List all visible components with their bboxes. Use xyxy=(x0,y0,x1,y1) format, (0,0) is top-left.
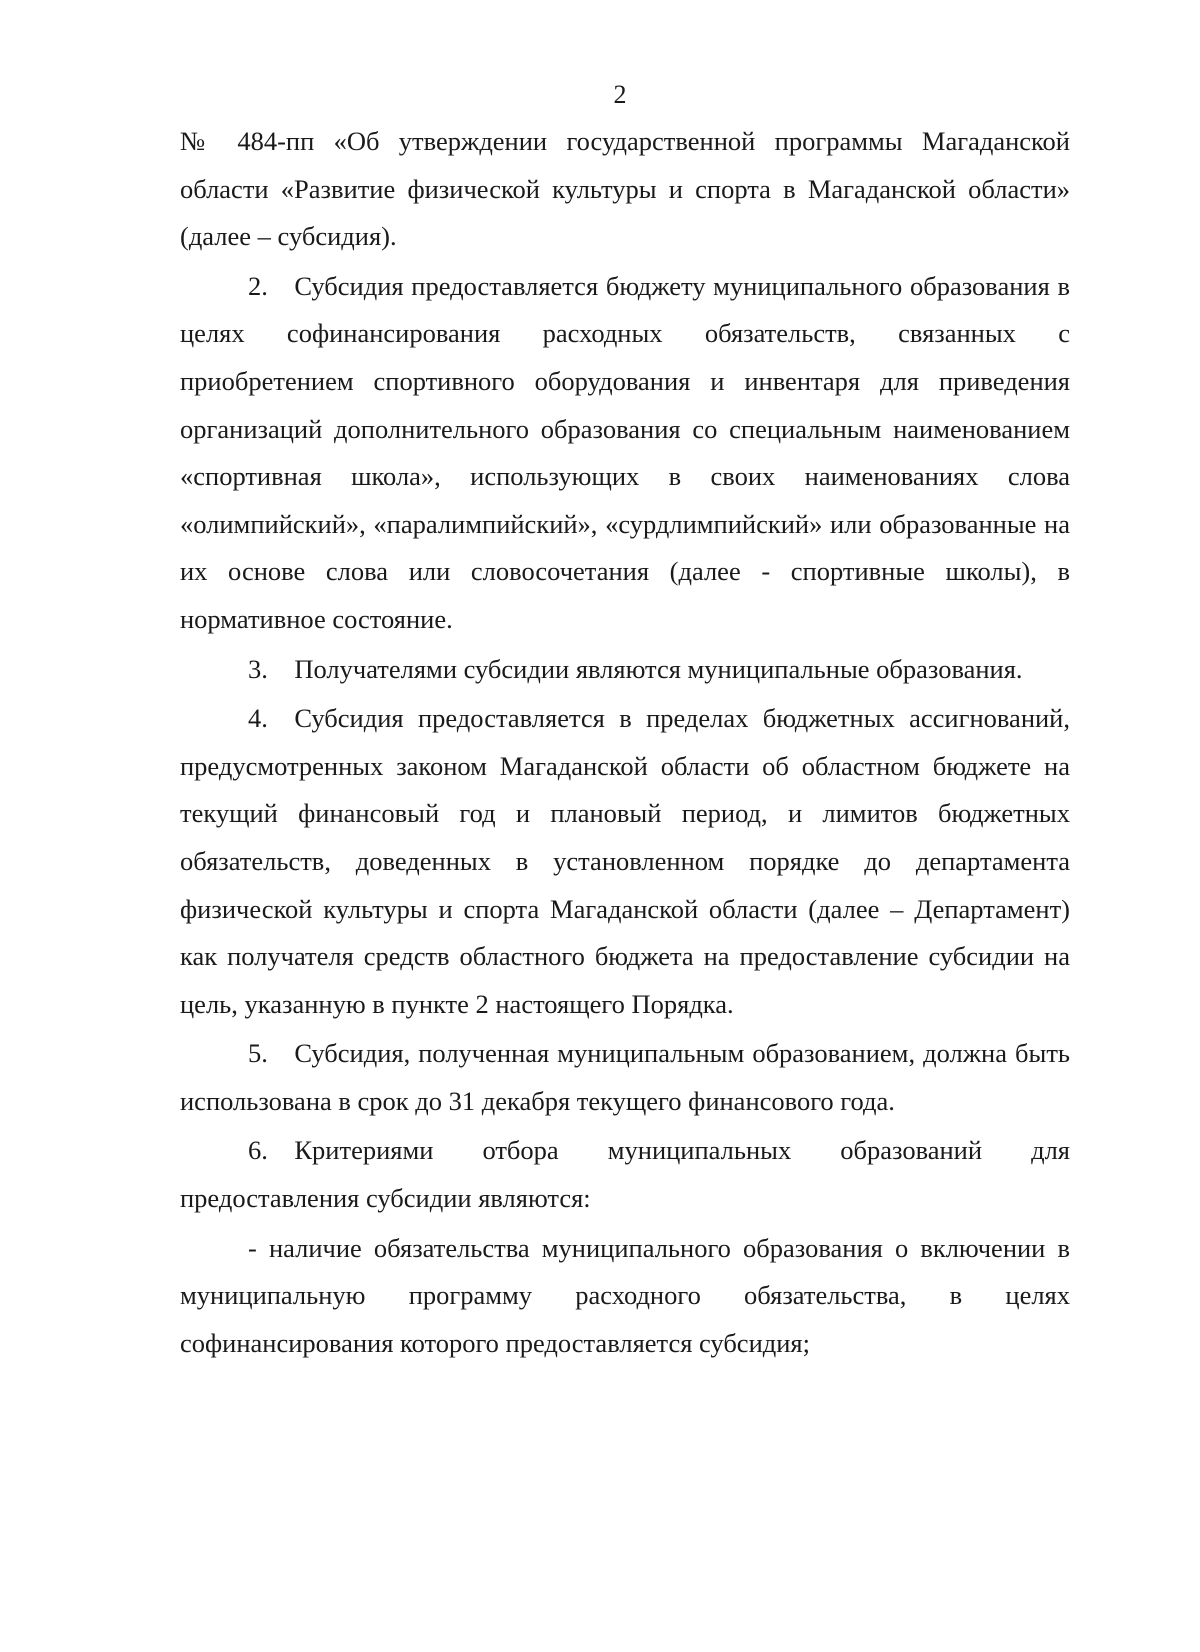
paragraph-item-5: 5. Субсидия, полученная муниципальным образованием, должна быть использована в срок до 31 декабря текущего финансового года. xyxy=(180,1038,1070,1116)
page-number: 2 xyxy=(613,80,627,109)
paragraph-item-6: 6. Критериями отбора муниципальных образований для предоставления субсидии являются: xyxy=(180,1135,1070,1214)
document-body xyxy=(180,118,1070,1367)
paragraph-item-4: 4. Субсидия предоставляется в пределах бюджетных ассигнований, предусмотренных законом Магаданской области об областном бюджете на текущий финансовый год и плановый период, и лимитов бюджетных обязательств, доведенных в установленном порядке до департамента физической культуры и спорта Магаданской области (далее – Департамент) как получателя средств областного бюджета на предоставление субсидии на цель, указанную в пункте 2 настоящего Порядка. xyxy=(180,703,1070,1019)
paragraph-criterion-1: - наличие обязательства муниципального образования о включении в муниципальную программу расходного обязательства, в целях софинансирования которого предоставляется субсидия; xyxy=(180,1232,1070,1358)
paragraph-continuation: № 484-пп «Об утверждении государственной программы Магаданской области «Развитие физической культуры и спорта в Магаданской области» (далее – субсидия). xyxy=(180,126,1070,252)
paragraph-item-3: 3. Получателями субсидии являются муниципальные образования. xyxy=(248,653,1023,684)
paragraph-item-2: 2. Субсидия предоставляется бюджету муниципального образования в целях софинансирования расходных обязательств, связанных с приобретением спортивного оборудования и инвентаря для приведения организаций дополнительного образования со специальным наименованием «спортивная школа», использующих в своих наименованиях слова «олимпийский», «паралимпийский», «сурдлимпийский» или образованные на их основе слова или словосочетания (далее - спортивные школы), в нормативное состояние. xyxy=(180,270,1070,634)
